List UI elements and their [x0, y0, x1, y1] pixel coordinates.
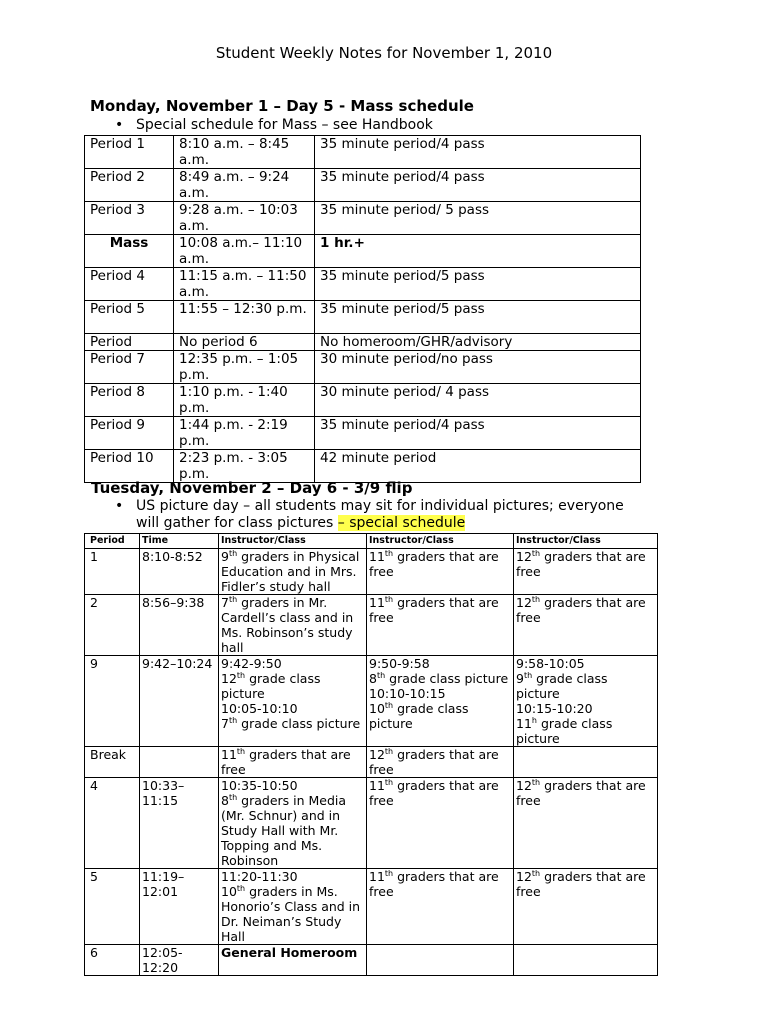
- cell-text: graders in Mr. Cardell’s class and in Ms. Robinson’s study hall: [221, 595, 354, 655]
- note-cell: No homeroom/GHR/advisory: [315, 334, 641, 351]
- monday-heading: Monday, November 1 – Day 5 - Mass schedule: [90, 97, 474, 115]
- period-cell: Period 10: [85, 450, 174, 483]
- period-cell: Period 9: [85, 417, 174, 450]
- period-cell: 4: [85, 778, 140, 869]
- cell-text: 10th grade class picture: [369, 701, 469, 731]
- cell-text: [516, 716, 655, 746]
- cell-text: grade class picture: [516, 716, 613, 746]
- time-cell: 12:35 p.m. – 1:05 p.m.: [174, 351, 315, 384]
- table-row: [85, 747, 658, 778]
- time-cell: [140, 747, 219, 778]
- time-cell: 9:28 a.m. – 10:03 a.m.: [174, 202, 315, 235]
- table-row: [85, 351, 641, 384]
- table-row: [85, 268, 641, 301]
- period-cell: Break: [85, 747, 140, 778]
- table-row: [85, 945, 658, 976]
- period-cell: Period 3: [85, 202, 174, 235]
- table-row: [85, 869, 658, 945]
- period-cell: Mass: [85, 235, 174, 268]
- time-cell: 2:23 p.m. - 3:05 p.m.: [174, 450, 315, 483]
- class-cell: 11th graders that are free: [367, 595, 514, 656]
- note-cell: 35 minute period/4 pass: [315, 136, 641, 169]
- class-cell: [219, 656, 367, 747]
- cell-text: graders that are free: [516, 869, 646, 899]
- class-cell: [514, 656, 658, 747]
- class-cell: 12th graders that are free: [514, 549, 658, 595]
- table-row: [85, 136, 641, 169]
- period-cell: 2: [85, 595, 140, 656]
- ordinal: 8: [369, 671, 377, 686]
- note-cell: 35 minute period/5 pass: [315, 301, 641, 334]
- time-slot: 10:35-10:50: [221, 778, 298, 793]
- class-cell: 12th graders that are free: [514, 595, 658, 656]
- table-row: [85, 202, 641, 235]
- time-cell: 9:42–10:24: [140, 656, 219, 747]
- cell-text: graders in Ms. Honorio’s Class and in Dr. Neiman’s Study Hall: [221, 884, 361, 944]
- table-row: [85, 169, 641, 202]
- page-title: Student Weekly Notes for November 1, 2010: [215, 44, 553, 62]
- tuesday-bullet-line-1: US picture day – all students may sit for individual pictures; everyone: [136, 498, 624, 514]
- bullet-icon: •: [115, 117, 124, 133]
- period-cell: Period 8: [85, 384, 174, 417]
- class-cell: [514, 945, 658, 976]
- cell-text: graders that are free: [369, 549, 499, 579]
- class-cell: 12th graders that are free: [367, 747, 514, 778]
- ordinal: 9: [221, 549, 229, 564]
- header-cell: Instructor/Class: [367, 534, 514, 549]
- table-row: [85, 235, 641, 268]
- period-cell: 5: [85, 869, 140, 945]
- table-row: [85, 549, 658, 595]
- ordinal: 8: [221, 793, 229, 808]
- class-cell: 7th graders in Mr. Cardell’s class and in Ms. Robinson’s study hall: [219, 595, 367, 656]
- time-cell: 11:19–12:01: [140, 869, 219, 945]
- table-row: [85, 384, 641, 417]
- ordinal: 7: [221, 716, 229, 731]
- period-cell: Period 5: [85, 301, 174, 334]
- period-cell: Period 2: [85, 169, 174, 202]
- cell-text: grade class picture: [516, 671, 608, 701]
- cell-text: 9th grade class picture: [516, 671, 608, 701]
- period-cell: 6: [85, 945, 140, 976]
- time-cell: 8:10 a.m. – 8:45 a.m.: [174, 136, 315, 169]
- ordinal: 12: [516, 778, 532, 793]
- cell-text: grade class picture: [241, 716, 361, 731]
- note-cell: 35 minute period/4 pass: [315, 417, 641, 450]
- table-row: [85, 301, 641, 334]
- table-row: [85, 595, 658, 656]
- class-cell: 11th graders that are free: [367, 549, 514, 595]
- ordinal: 11: [369, 549, 385, 564]
- ordinal: 11: [221, 747, 237, 762]
- note-cell: 35 minute period/4 pass: [315, 169, 641, 202]
- cell-text: graders that are free: [516, 549, 646, 579]
- time-cell: 1:44 p.m. - 2:19 p.m.: [174, 417, 315, 450]
- header-cell: Instructor/Class: [219, 534, 367, 549]
- class-cell: 11th graders that are free: [367, 869, 514, 945]
- highlighted-text: – special schedule: [337, 515, 466, 531]
- time-cell: 8:56–9:38: [140, 595, 219, 656]
- note-cell: 35 minute period/5 pass: [315, 268, 641, 301]
- class-cell: [367, 656, 514, 747]
- ordinal: 11: [369, 778, 385, 793]
- ordinal: 12: [369, 747, 385, 762]
- cell-text: graders that are free: [369, 747, 499, 777]
- note-cell: 35 minute period/ 5 pass: [315, 202, 641, 235]
- table-header-row: [85, 534, 658, 549]
- time-slot: 9:42-9:50: [221, 656, 282, 671]
- ordinal: 11: [369, 869, 385, 884]
- ordinal: 9: [516, 671, 524, 686]
- time-slot: 10:15-10:20: [516, 701, 593, 716]
- ordinal-suffix: h: [531, 716, 537, 725]
- cell-text: graders that are free: [369, 869, 499, 899]
- cell-text: 7th grade class picture: [221, 716, 361, 731]
- note-cell: 42 minute period: [315, 450, 641, 483]
- class-cell: 11:20-11:30 10th graders in Ms. Honorio’s Class and in Dr. Neiman’s Study Hall: [219, 869, 367, 945]
- cell-text: graders that are free: [516, 595, 646, 625]
- class-cell: [367, 945, 514, 976]
- table-row: [85, 450, 641, 483]
- table-row: [85, 778, 658, 869]
- cell-text: graders in Physical Education and in Mrs. Fidler’s study hall: [221, 549, 360, 594]
- bullet-text: will gather for class pictures: [136, 515, 338, 531]
- class-cell: 10:35-10:50 8th graders in Media (Mr. Schnur) and in Study Hall with Mr. Topping and Ms. Robinson: [219, 778, 367, 869]
- cell-text: 8th grade class picture: [369, 671, 509, 686]
- class-cell: 12th graders that are free: [514, 778, 658, 869]
- period-cell: Period 4: [85, 268, 174, 301]
- period-cell: 9: [85, 656, 140, 747]
- class-cell: 9th graders in Physical Education and in Mrs. Fidler’s study hall: [219, 549, 367, 595]
- monday-schedule-table: [84, 135, 641, 483]
- ordinal: 7: [221, 595, 229, 610]
- time-slot: 9:50-9:58: [369, 656, 430, 671]
- time-slot: 11:20-11:30: [221, 869, 298, 884]
- cell-text: graders in Media (Mr. Schnur) and in Study Hall with Mr. Topping and Ms. Robinson: [221, 793, 347, 868]
- ordinal: 12: [516, 549, 532, 564]
- class-cell: General Homeroom: [219, 945, 367, 976]
- ordinal: 12: [221, 671, 237, 686]
- time-slot: 9:58-10:05: [516, 656, 585, 671]
- ordinal: 10: [221, 884, 237, 899]
- time-cell: 8:10-8:52: [140, 549, 219, 595]
- period-cell: 1: [85, 549, 140, 595]
- cell-text: grade class picture: [221, 671, 321, 701]
- time-cell: 11:15 a.m. – 11:50 a.m.: [174, 268, 315, 301]
- cell-text: grade class picture: [389, 671, 509, 686]
- tuesday-heading: Tuesday, November 2 – Day 6 - 3/9 flip: [91, 479, 413, 497]
- table-row: [85, 656, 658, 747]
- ordinal: 10: [369, 701, 385, 716]
- class-cell: 12th graders that are free: [514, 869, 658, 945]
- cell-text: graders that are free: [516, 778, 646, 808]
- ordinal: 11: [369, 595, 385, 610]
- cell-text: graders that are free: [221, 747, 351, 777]
- time-cell: 10:08 a.m.– 11:10 a.m.: [174, 235, 315, 268]
- ordinal: 12: [516, 595, 532, 610]
- time-cell: 12:05-12:20: [140, 945, 219, 976]
- note-cell: 30 minute period/ 4 pass: [315, 384, 641, 417]
- cell-text: 12th grade class picture: [221, 671, 321, 701]
- time-cell: No period 6: [174, 334, 315, 351]
- cell-text: graders that are free: [369, 778, 499, 808]
- note-cell: 1 hr.+: [315, 235, 641, 268]
- cell-text: grade class picture: [369, 701, 469, 731]
- table-row: [85, 417, 641, 450]
- tuesday-schedule-table: [84, 533, 658, 976]
- class-cell: [514, 747, 658, 778]
- monday-bullet: Special schedule for Mass – see Handbook: [136, 117, 433, 133]
- header-cell: Time: [140, 534, 219, 549]
- header-cell: Period: [85, 534, 140, 549]
- header-cell: Instructor/Class: [514, 534, 658, 549]
- note-cell: 30 minute period/no pass: [315, 351, 641, 384]
- period-cell: Period 7: [85, 351, 174, 384]
- time-cell: 10:33–11:15: [140, 778, 219, 869]
- ordinal: 12: [516, 869, 532, 884]
- class-cell: 11th graders that are free: [367, 778, 514, 869]
- time-cell: 8:49 a.m. – 9:24 a.m.: [174, 169, 315, 202]
- period-cell: Period: [85, 334, 174, 351]
- class-cell: 11th graders that are free: [219, 747, 367, 778]
- bullet-icon: •: [115, 498, 124, 514]
- time-slot: 10:05-10:10: [221, 701, 298, 716]
- time-cell: 1:10 p.m. - 1:40 p.m.: [174, 384, 315, 417]
- time-slot: 10:10-10:15: [369, 686, 446, 701]
- cell-text: graders that are free: [369, 595, 499, 625]
- time-cell: 11:55 – 12:30 p.m.: [174, 301, 315, 334]
- ordinal: 11: [516, 716, 532, 731]
- tuesday-bullet-line-2: [136, 515, 465, 532]
- period-cell: Period 1: [85, 136, 174, 169]
- table-row: [85, 334, 641, 351]
